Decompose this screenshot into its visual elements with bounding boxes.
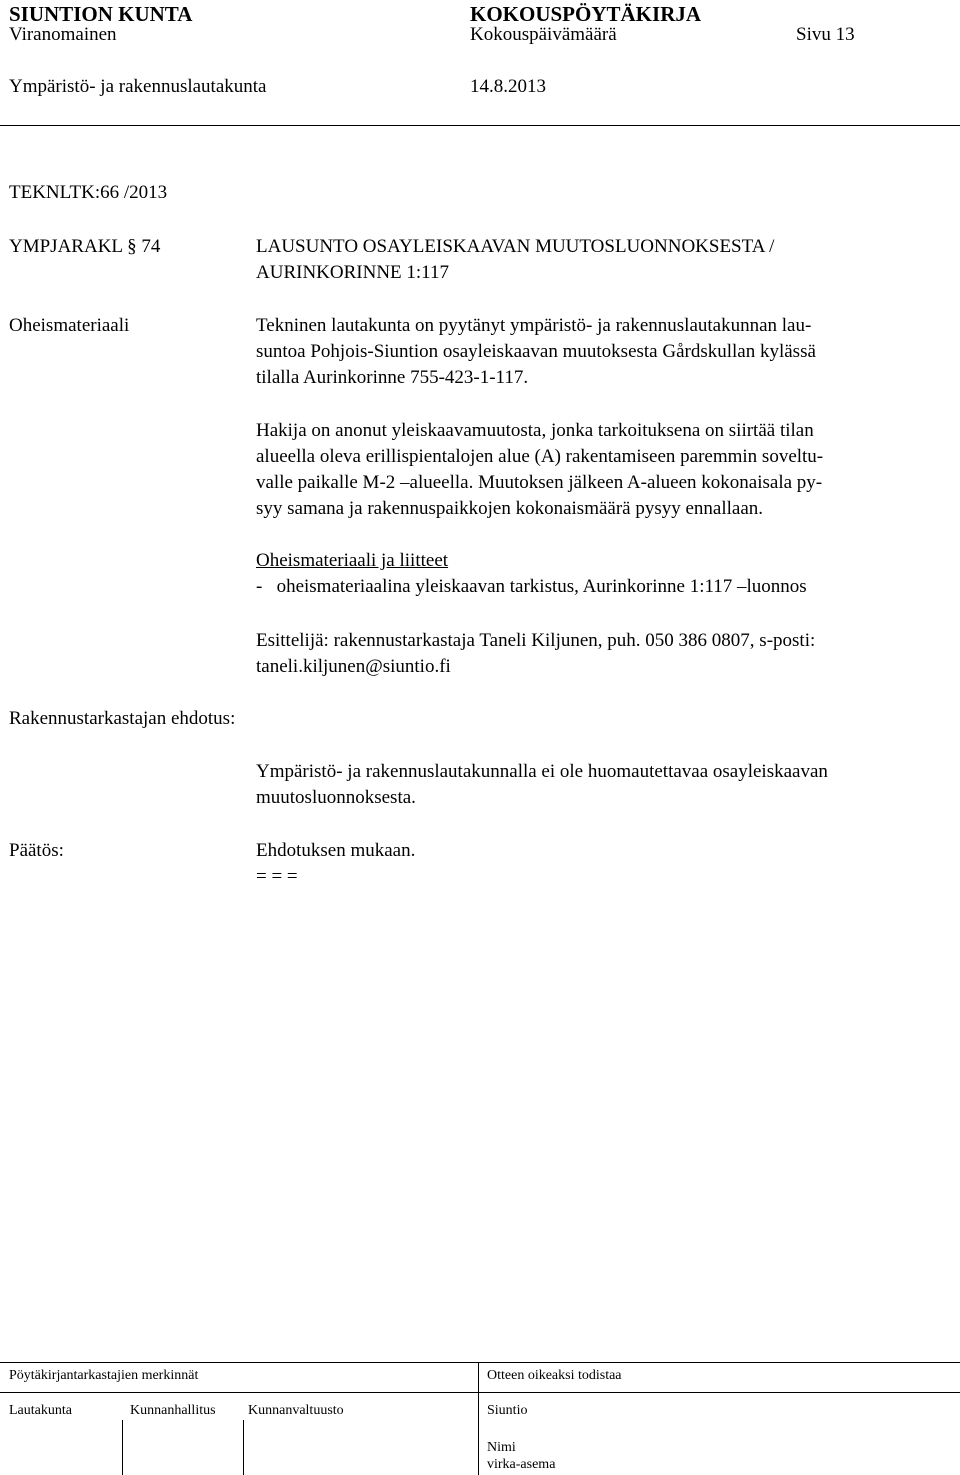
paragraph-request (256, 313, 946, 391)
text-line: Esittelijä: rakennustarkastaja Taneli Kiljunen, puh. 050 386 0807, s-posti: (256, 630, 816, 651)
end-mark: = = = (256, 866, 298, 887)
case-reference: TEKNLTK:66 /2013 (9, 182, 168, 203)
text-line: Ympäristö- ja rakennuslautakunnalla ei ole huomautettavaa osayleiskaavan (256, 761, 828, 782)
footer-top-line (0, 1362, 960, 1363)
decision-text (256, 838, 946, 890)
page-number: Sivu 13 (796, 24, 855, 45)
text-line: Hakija on anonut yleiskaavamuutosta, jonka tarkoituksena on siirtää tilan (256, 420, 814, 441)
text-line: muutosluonnoksesta. (256, 787, 416, 808)
attachments-label: Oheismateriaali (9, 315, 130, 336)
footer-name-label: Nimi (487, 1440, 516, 1455)
text-line: taneli.kiljunen@siuntio.fi (256, 656, 451, 677)
footer-mid-line (0, 1392, 960, 1393)
text-line: valle paikalle M-2 –alueella. Muutoksen jälkeen A-alueen kokonaisala py- (256, 472, 823, 493)
footer-divider (478, 1362, 479, 1475)
footer-certified-label: Otteen oikeaksi todistaa (487, 1368, 622, 1383)
proposal-label: Rakennustarkastajan ehdotus: (9, 708, 236, 729)
text-line: tilalla Aurinkorinne 755-423-1-117. (256, 367, 529, 388)
text-line: Tekninen lautakunta on pyytänyt ympäristö- ja rakennuslautakunnan lau- (256, 315, 812, 336)
footer-col-board: Lautakunta (9, 1403, 72, 1418)
section-code: YMPJARAKL § 74 (9, 236, 161, 257)
footer-col-council: Kunnanvaltuusto (248, 1403, 344, 1418)
paragraph-application (256, 418, 946, 522)
org-name: SIUNTION KUNTA (9, 2, 193, 26)
text-line: alueella oleva erillispientalojen alue (A) rakentamiseen paremmin soveltu- (256, 446, 824, 467)
text-line: syy samana ja rakennuspaikkojen kokonaismäärä pysyy ennallaan. (256, 498, 764, 519)
footer-title-label: virka-asema (487, 1457, 556, 1472)
proposal-text (256, 759, 946, 811)
attachment-item: - oheismateriaalina yleiskaavan tarkistus, Aurinkorinne 1:117 –luonnos (256, 576, 807, 597)
footer-col-executive: Kunnanhallitus (130, 1403, 216, 1418)
footer-divider (122, 1420, 123, 1475)
attachments-heading: Oheismateriaali ja liitteet (256, 550, 449, 571)
footer-divider (243, 1420, 244, 1475)
section-title-line: LAUSUNTO OSAYLEISKAAVAN MUUTOSLUONNOKSESTA / (256, 236, 775, 257)
section-title (256, 234, 946, 286)
meeting-date-label: Kokouspäivämäärä (470, 24, 617, 45)
document-type: KOKOUSPÖYTÄKIRJA (470, 2, 702, 26)
text-line: suntoa Pohjois-Siuntion osayleiskaavan muutoksesta Gårdskullan kylässä (256, 341, 816, 362)
attachments-section (256, 548, 946, 600)
decision-label: Päätös: (9, 840, 64, 861)
section-title-line: AURINKORINNE 1:117 (256, 262, 449, 283)
authority-name: Ympäristö- ja rakennuslautakunta (9, 76, 267, 97)
authority-label: Viranomainen (9, 24, 117, 45)
footer-checkers-label: Pöytäkirjantarkastajien merkinnät (9, 1368, 199, 1383)
presenter-info (256, 628, 946, 680)
meeting-date: 14.8.2013 (470, 76, 546, 97)
header-divider (0, 125, 960, 126)
footer-place: Siuntio (487, 1403, 528, 1418)
decision-line: Ehdotuksen mukaan. (256, 840, 416, 861)
